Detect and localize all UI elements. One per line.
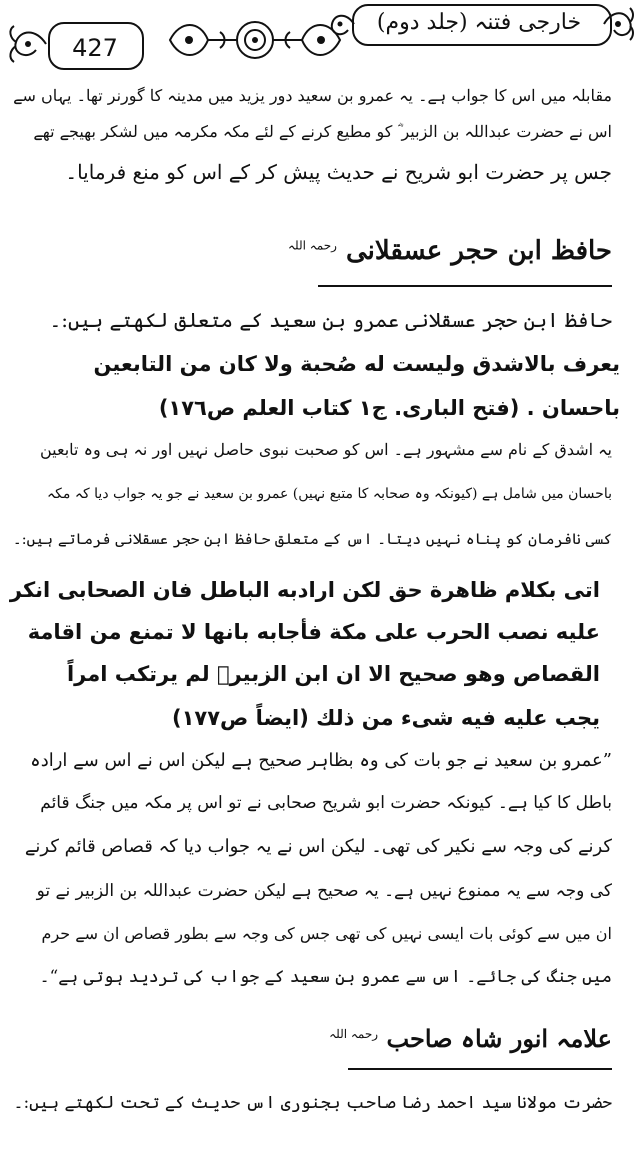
text-line: حضرت مولانا سید احمد رضا صاحب بجنوری اس حدیث کے تحت لکھتے ہیں:۔ — [13, 1093, 612, 1113]
text-line: کسی نافرمان کو پناہ نہیں دیتا۔ اس کے متعلق حافظ ابن حجر عسقلانی فرماتے ہیں:۔ — [12, 530, 612, 548]
text-line: اس نے حضرت عبداللہ بن الزبیر ؓ کو مطیع کرنے کے لئے مکہ مکرمہ میں لشکر بھیجے تھے — [33, 122, 612, 141]
section-heading — [329, 1024, 612, 1053]
honorific: رحمہ اللہ — [329, 1027, 379, 1041]
heading-underline — [348, 1068, 612, 1070]
arabic-quote-line: اتی بکلام ظاهرة حق لکن ارادبه الباطل فان الصحابی انکر — [9, 578, 600, 602]
text-line: یہ اشدق کے نام سے مشہور ہے۔ اس کو صحبت نبوی حاصل نہیں اور نہ ہی وہ تابعین — [39, 440, 612, 459]
text-line: حافظ ابن حجر عسقلانی عمرو بن سعید کے متعلق لکھتے ہیں:۔ — [49, 308, 612, 332]
text-line: مقابلہ میں اس کا جواب ہے۔ یہ عمرو بن سعید دور یزید میں مدینہ کا گورنر تھا۔ یہاں سے — [13, 86, 612, 105]
left-flourish-icon — [6, 20, 50, 68]
text-line: کی وجہ سے یہ ممنوع نہیں ہے۔ یہ صحیح ہے لیکن حضرت عبداللہ بن الزبیر نے تو — [36, 881, 612, 901]
page-header — [0, 0, 640, 76]
heading-text: علامہ انور شاہ صاحب — [386, 1024, 612, 1053]
text-line: کرنے کی وجہ سے نکیر کی تھی۔ لیکن اس نے یہ جواب دیا کہ قصاص قائم کرنے — [24, 836, 612, 857]
text-line: میں جنگ کی جائے۔ اس سے عمرو بن سعید کے جواب کی تردید ہوتی ہے“۔ — [39, 967, 612, 987]
page-number: 427 — [72, 34, 118, 62]
arabic-quote-line: عليه نصب الحرب على مكة فأجابه بانها لا تمنع من اقامة — [27, 620, 600, 644]
running-title: خارجی فتنہ (جلد دوم) — [376, 10, 582, 35]
center-ornament-icon — [160, 14, 350, 66]
arabic-quote-line: يجب عليه فيه شیء من ذلك (ايضاً ص١٧٧) — [171, 706, 600, 730]
text-line: ان میں سے کوئی بات ایسی نہیں کی تھی جس کی وجہ سے بطور قصاص ان سے حرم — [41, 924, 612, 943]
left-title-flourish-icon — [326, 6, 356, 42]
arabic-quote-line: يعرف بالاشدق وليست له صُحبة ولا كان من التابعين — [93, 352, 620, 376]
right-flourish-icon — [600, 4, 636, 44]
arabic-quote-line: القصاص وهو صحيح الا ان ابن الزبيرؓ لم يرتكب امراً — [66, 662, 600, 686]
honorific: رحمہ اللہ — [287, 238, 337, 253]
text-line: باحسان میں شامل ہے (کیونکہ وہ صحابہ کا متبع نہیں) عمرو بن سعید نے جو یہ جواب دیا کہ مکہ — [46, 486, 612, 502]
arabic-quote-line: باحسان . (فتح البارى. ج١ كتاب العلم ص١٧٦) — [158, 396, 620, 420]
text-line: باطل کا کیا ہے۔ کیونکہ حضرت ابو شریح صحابی نے تو اس پر مکہ میں جنگ قائم — [40, 793, 612, 813]
text-line: ”عمرو بن سعید نے جو بات کی وہ بظاہر صحیح ہے لیکن اس نے اس سے ارادہ — [30, 750, 612, 771]
heading-text: حافظ ابن حجر عسقلانی — [346, 236, 612, 266]
section-heading — [288, 236, 612, 266]
heading-underline — [318, 285, 612, 287]
text-line: جس پر حضرت ابو شریح نے حدیث پیش کر کے اس کو منع فرمایا۔ — [65, 160, 612, 184]
